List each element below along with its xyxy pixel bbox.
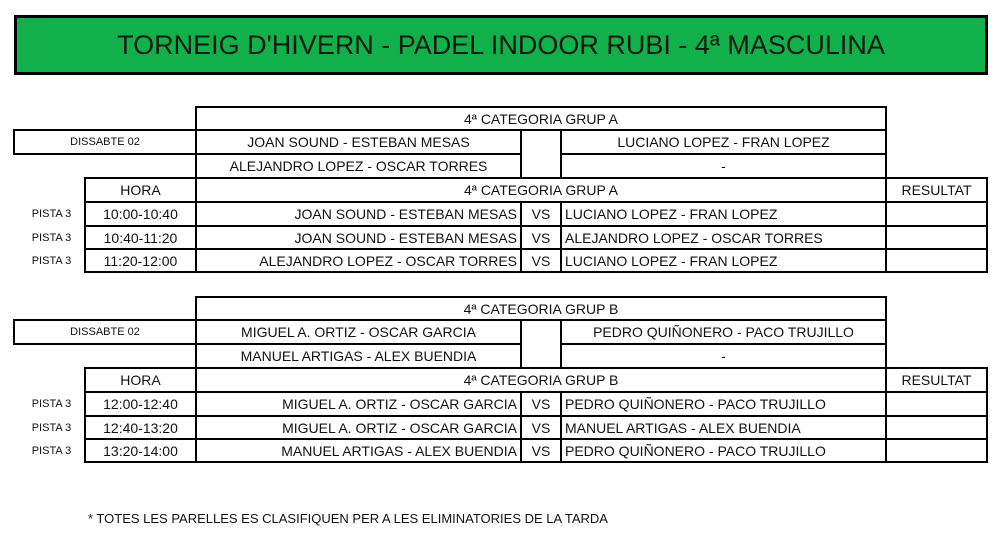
- team-cell: ALEJANDRO LOPEZ - OSCAR TORRES: [195, 153, 522, 179]
- result-cell: [885, 415, 988, 440]
- home-team: JOAN SOUND - ESTEBAN MESAS: [195, 201, 522, 227]
- result-cell: [885, 225, 988, 250]
- home-team: MANUEL ARTIGAS - ALEX BUENDIA: [195, 438, 522, 463]
- match-time: 10:40-11:20: [84, 225, 197, 250]
- result-cell: [885, 201, 988, 227]
- home-team: ALEJANDRO LOPEZ - OSCAR TORRES: [195, 248, 522, 273]
- result-cell: [885, 438, 988, 463]
- match-time: 13:20-14:00: [84, 438, 197, 463]
- team-cell: LUCIANO LOPEZ - FRAN LOPEZ: [560, 129, 887, 155]
- result-cell: [885, 391, 988, 417]
- team-cell: MIGUEL A. ORTIZ - OSCAR GARCIA: [195, 319, 522, 345]
- group-category-header: 4ª CATEGORIA GRUP B: [195, 367, 887, 393]
- team-cell: MANUEL ARTIGAS - ALEX BUENDIA: [195, 343, 522, 369]
- match-time: 12:00-12:40: [84, 391, 197, 417]
- court-label: PISTA 3: [31, 231, 72, 244]
- vs-label: VS: [520, 391, 562, 417]
- result-cell: [885, 248, 988, 273]
- match-time: 12:40-13:20: [84, 415, 197, 440]
- vs-label: VS: [520, 415, 562, 440]
- day-label: DISSABTE 02: [13, 129, 197, 155]
- hora-header: HORA: [84, 177, 197, 203]
- away-team: LUCIANO LOPEZ - FRAN LOPEZ: [560, 201, 887, 227]
- group-category-header: 4ª CATEGORIA GRUP B: [195, 296, 887, 321]
- court-label: PISTA 3: [31, 254, 72, 267]
- result-header: RESULTAT: [885, 367, 988, 393]
- vs-label: VS: [520, 248, 562, 273]
- team-cell: -: [560, 153, 887, 179]
- home-team: MIGUEL A. ORTIZ - OSCAR GARCIA: [195, 391, 522, 417]
- team-cell: JOAN SOUND - ESTEBAN MESAS: [195, 129, 522, 155]
- hora-header: HORA: [84, 367, 197, 393]
- court-label: PISTA 3: [31, 208, 72, 220]
- away-team: MANUEL ARTIGAS - ALEX BUENDIA: [560, 415, 887, 440]
- home-team: MIGUEL A. ORTIZ - OSCAR GARCIA: [195, 415, 522, 440]
- vs-label: VS: [520, 201, 562, 227]
- group-category-header: 4ª CATEGORIA GRUP A: [195, 177, 887, 203]
- page-title: TORNEIG D'HIVERN - PADEL INDOOR RUBI - 4ª MASCULINA: [14, 15, 988, 75]
- vs-label: VS: [520, 225, 562, 250]
- away-team: LUCIANO LOPEZ - FRAN LOPEZ: [560, 248, 887, 273]
- day-label: DISSABTE 02: [13, 319, 197, 345]
- match-time: 11:20-12:00: [84, 248, 197, 273]
- blank-cell: [520, 319, 562, 369]
- court-label: PISTA 3: [31, 444, 72, 457]
- team-cell: -: [560, 343, 887, 369]
- away-team: ALEJANDRO LOPEZ - OSCAR TORRES: [560, 225, 887, 250]
- court-label: PISTA 3: [31, 421, 72, 434]
- blank-cell: [520, 129, 562, 179]
- home-team: JOAN SOUND - ESTEBAN MESAS: [195, 225, 522, 250]
- group-category-header: 4ª CATEGORIA GRUP A: [195, 106, 887, 131]
- vs-label: VS: [520, 438, 562, 463]
- result-header: RESULTAT: [885, 177, 988, 203]
- footnote: * TOTES LES PARELLES ES CLASIFIQUEN PER A LES ELIMINATORIES DE LA TARDA: [88, 511, 608, 526]
- court-label: PISTA 3: [31, 398, 72, 410]
- away-team: PEDRO QUIÑONERO - PACO TRUJILLO: [560, 438, 887, 463]
- team-cell: PEDRO QUIÑONERO - PACO TRUJILLO: [560, 319, 887, 345]
- away-team: PEDRO QUIÑONERO - PACO TRUJILLO: [560, 391, 887, 417]
- match-time: 10:00-10:40: [84, 201, 197, 227]
